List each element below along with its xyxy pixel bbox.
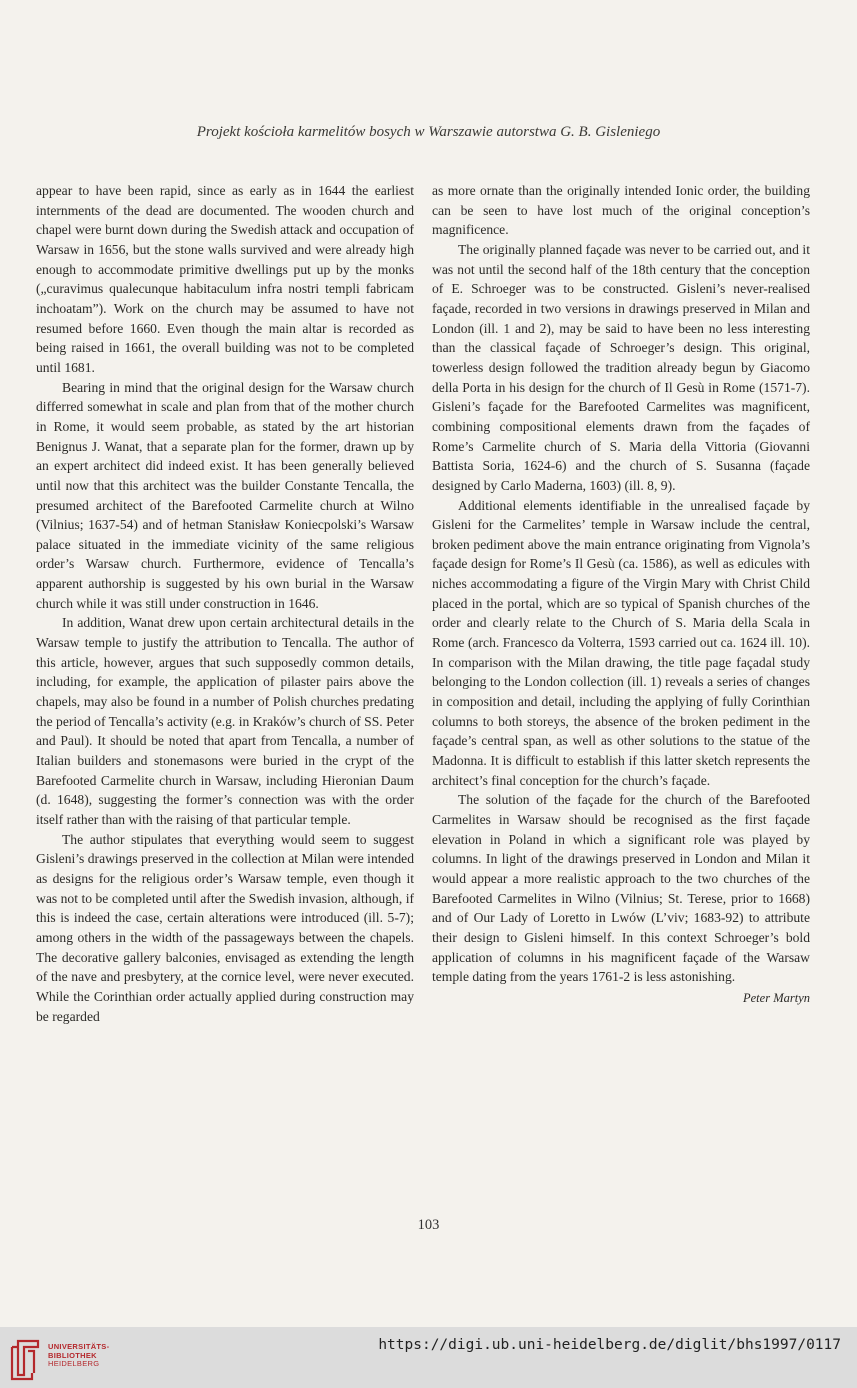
page-number: 103 bbox=[417, 1217, 440, 1233]
library-name-line: UNIVERSITÄTS- bbox=[48, 1342, 110, 1351]
paragraph: Bearing in mind that the original design for the Warsaw church differred somewhat in scale and plan from that of the mother church in Rome, it would seem probable, as stated by the art historian Benignus J. Wanat, that a separate plan for the former, drawn up by an expert architect did indeed exist. It has been generally believed until now that this architect was the builder Constante Tencalla, the presumed architect of the Barefooted Carmelite church at Wilno (Vilnius; 1637-54) and of hetman Stanisław Koniecpolski’s Warsaw palace situated in the immediate vicinity of the same religious order’s Warsaw church. Furthermore, evidence of Tencalla’s apparent authorship is suggested by his own burial in the Warsaw church while it was still under construction in 1646. bbox=[36, 379, 414, 611]
paragraph: In addition, Wanat drew upon certain architectural details in the Warsaw temple to justify the attribution to Tencalla. The author of this article, however, argues that such supposedly common details, including, for example, the application of pilaster pairs above the chapels, may also be found in a number of Polish churches predating the period of Tencalla’s activity (e.g. in Kraków’s church of SS. Peter and Paul). It should be noted that apart from Tencalla, a number of Italian builders and stonemasons were buried in the crypt of the Barefooted Carmelite church in Warsaw, including Hieronian Daum (d. 1648), suggesting the former’s connection was with the order itself rather than with the raising of that particular temple. bbox=[36, 615, 414, 827]
paragraph: The originally planned façade was never to be carried out, and it was not until the second half of the 18th century that the conception of E. Schroeger was to be constructed. Gisleni’s never-realised façade, recorded in two versions in drawings preserved in Milan and London (ill. 1 and 2), may be said to have been no less interesting than the classical façade of Schroeger’s design. This original, towerless design followed the tradition already begun by Giacomo della Porta in his design for the church of Il Gesù in Rome (1571-7). Gisleni’s façade for the Barefooted Carmelites was magnificent, combining compositional elements drawn from the façades of Rome’s Carmelite church of S. Maria della Vittoria (Giovanni Battista Soria, 1624-6) and the church of S. Susanna (façade designed by Carlo Maderna, 1603) (ill. 8, 9). bbox=[432, 241, 810, 493]
viewer-footer bbox=[0, 1327, 857, 1388]
permalink-url[interactable]: https://digi.ub.uni-heidelberg.de/diglit/bhs1997/0117 bbox=[378, 1337, 841, 1353]
paragraph: Additional elements identifiable in the unrealised façade by Gisleni for the Carmelites’ temple in Warsaw include the central, broken pediment above the main entrance originating from Vignola’s façade design for Rome’s Il Gesù (ca. 1586), as well as edicules with niches accommodating a figure of the Virgin Mary with Christ Child placed in the portal, which are so typical of Spanish churches of the order and clearly relate to the Church of S. Maria della Scala in Rome (arch. Francesco da Volterra, 1593 carried out ca. 1624 ill. 10). In comparison with the Milan drawing, the title page façadal study belonging to the London collection (ill. 1) reveals a series of changes in composition and detail, including the applying of fully Corinthian columns to both storeys, the absence of the broken pediment in the façade’s central span, as well as other solutions to the statue of the Madonna. It is difficult to establish if this latter sketch represents the architect’s final conception for the church’s façade. bbox=[432, 497, 810, 788]
author-signature: Peter Martyn bbox=[743, 990, 810, 1005]
library-name-line: BIBLIOTHEK bbox=[48, 1350, 97, 1360]
paragraph: The solution of the façade for the church of the Barefooted Carmelites in Warsaw should be recognised as the first façade elevation in Poland in which a significant role was played by columns. In light of the drawings preserved in London and Milan it would appear a more realistic approach to the two churches of the Barefooted Carmelites in Wilno (Vilnius; St. Terese, prior to 1668) and of Our Lady of Loretto in Lwów (L’viv; 1683-92) to attribute their design to Gisleni himself. In this context Schroeger’s bold application of columns in his magnificent façade of the Warsaw temple dating from the years 1761-2 is less astonishing. bbox=[432, 792, 810, 985]
paragraph: The author stipulates that everything would seem to suggest Gisleni’s drawings preserved in the collection at Milan were intended as designs for the religious order’s Warsaw temple, even though it was not to be completed until after the Swedish invasion, although, if this is indeed the case, certain alterations were introduced (ill. 5-7); among others in the width of the passageways between the chapels. The decorative gallery balconies, envisaged as extending the length of the nave and presbytery, at the cornice level, were never executed. While the Corinthian order actually applied during construction may be regarded bbox=[36, 831, 414, 1024]
right-column bbox=[432, 181, 810, 1009]
running-title: Projekt kościoła karmelitów bosych w Warszawie autorstwa G. B. Gisleniego bbox=[196, 124, 661, 140]
library-name-line: HEIDELBERG bbox=[48, 1359, 100, 1368]
paragraph: appear to have been rapid, since as early as in 1644 the earliest internments of the dead are documented. The wooden church and chapel were burnt down during the Swedish attack and occupation of Warsaw in 1656, but the stone walls survived and were already high enough to accommodate primitive dwellings put up by the monks („curavimus qualecunque habitaculum infra nostri templi fabricam inchoatam”). Work on the church may be assumed to have not resumed before 1660. Even though the main altar is recorded as being raised in 1661, the overall building was not to be completed until 1681. bbox=[36, 183, 414, 375]
library-logo-icon[interactable] bbox=[8, 1335, 42, 1381]
library-name bbox=[48, 1343, 109, 1369]
paragraph: as more ornate than the originally intended Ionic order, the building can be seen to have lost much of the original conception’s magnificence. bbox=[432, 183, 810, 238]
left-column bbox=[36, 181, 414, 1026]
